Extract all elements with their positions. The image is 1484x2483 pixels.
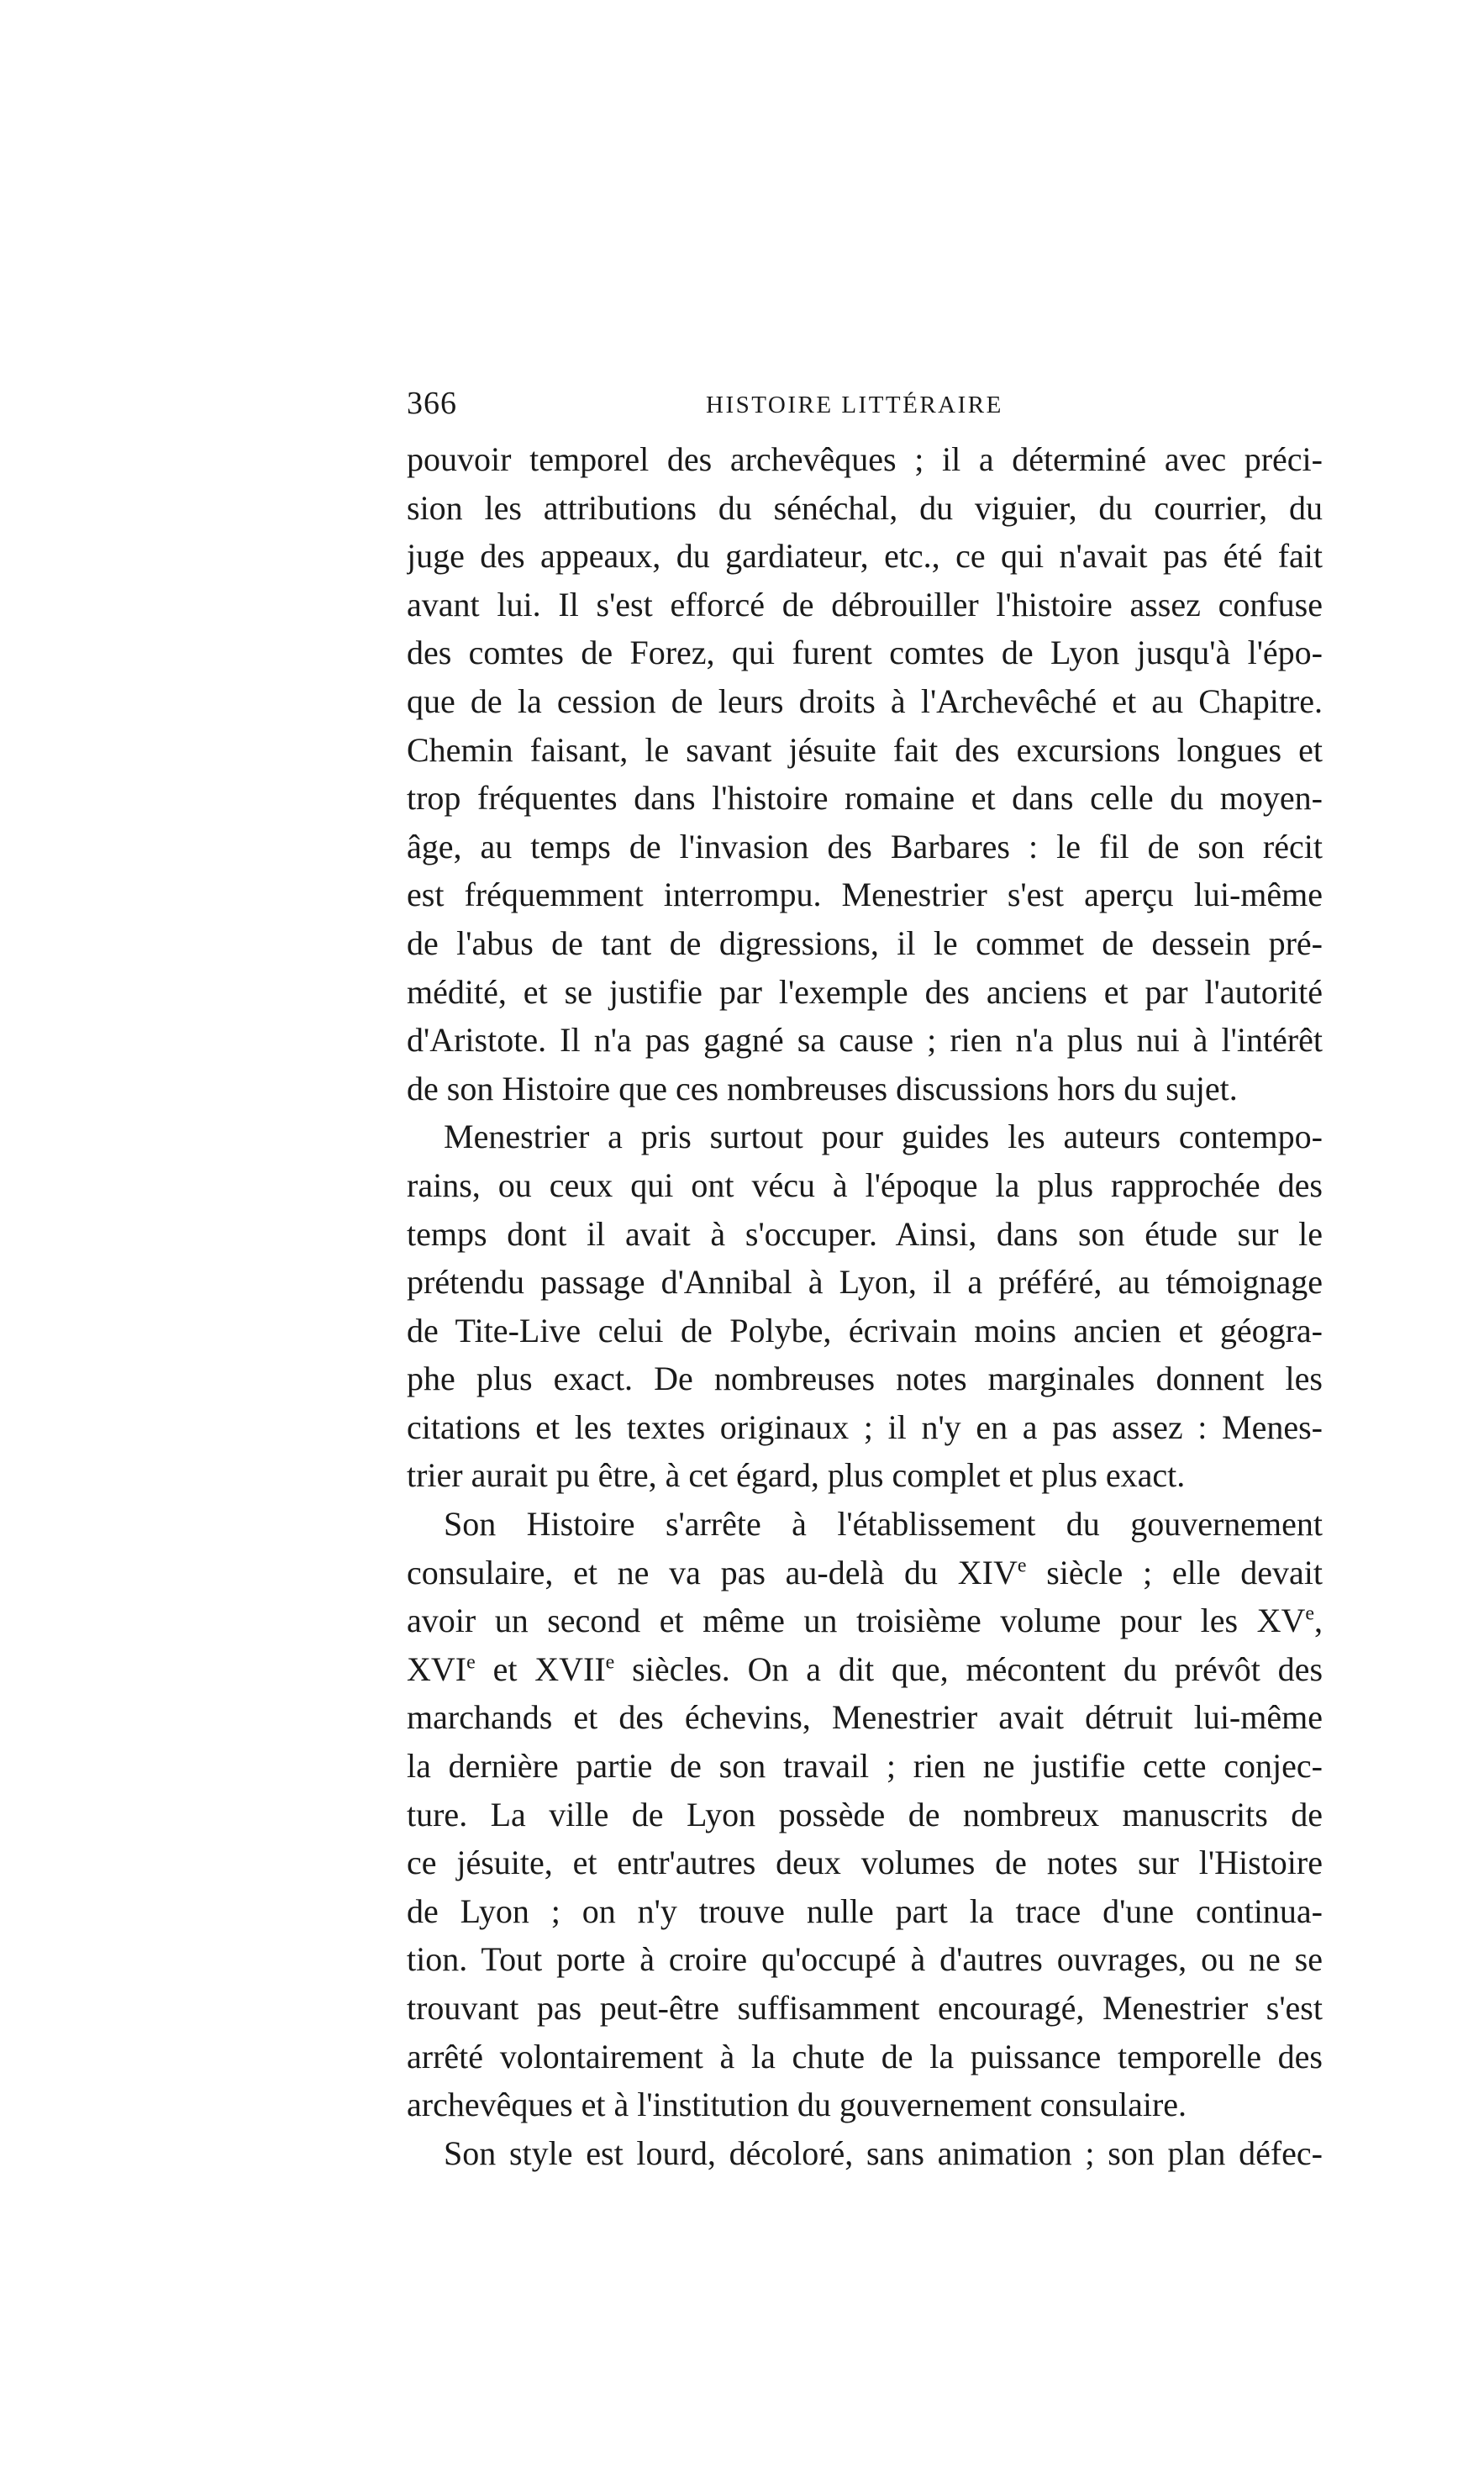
text-line: phe plus exact. De nombreuses notes marginales donnent les bbox=[407, 1360, 1323, 1398]
text-line: Son style est lourd, décoloré, sans animation ; son plan défec- bbox=[444, 2133, 1323, 2172]
page-number: 366 bbox=[407, 386, 457, 421]
text-line: Chemin faisant, le savant jésuite fait des excursions longues et bbox=[407, 730, 1323, 769]
text-line: temps dont il avait à s'occuper. Ainsi, dans son étude sur le bbox=[407, 1214, 1323, 1253]
text-line: est fréquemment interrompu. Menestrier s'est aperçu lui-même bbox=[407, 876, 1323, 914]
text-line: consulaire, et ne va pas au-delà du XIVe siècle ; elle devait bbox=[407, 1553, 1323, 1591]
text-line: trier aurait pu être, à cet égard, plus complet et plus exact. bbox=[407, 1456, 1186, 1495]
text-line: citations et les textes originaux ; il n'y en a pas assez : Menes- bbox=[407, 1407, 1323, 1446]
text-line: sion les attributions du sénéchal, du viguier, du courrier, du bbox=[407, 488, 1323, 527]
body-text bbox=[407, 435, 1323, 2177]
text-line: de Tite-Live celui de Polybe, écrivain moins ancien et géogra- bbox=[407, 1311, 1323, 1349]
text-line: la dernière partie de son travail ; rien ne justifie cette conjec- bbox=[407, 1747, 1323, 1786]
text-line: médité, et se justifie par l'exemple des anciens et par l'autorité bbox=[407, 972, 1323, 1011]
text-line: prétendu passage d'Annibal à Lyon, il a préféré, au témoignage bbox=[407, 1263, 1323, 1302]
text-line: pouvoir temporel des archevêques ; il a déterminé avec préci- bbox=[407, 440, 1323, 478]
text-line: des comtes de Forez, qui furent comtes de Lyon jusqu'à l'épo- bbox=[407, 634, 1323, 672]
text-line: XVIe et XVIIe siècles. On a dit que, mécontent du prévôt des bbox=[407, 1649, 1323, 1688]
text-line: arrêté volontairement à la chute de la puissance temporelle des bbox=[407, 2037, 1323, 2075]
text-line: de l'abus de tant de digressions, il le commet de dessein pré- bbox=[407, 923, 1323, 962]
text-line: ce jésuite, et entr'autres deux volumes de notes sur l'Histoire bbox=[407, 1844, 1323, 1882]
text-line: Menestrier a pris surtout pour guides les auteurs contempo- bbox=[444, 1118, 1323, 1156]
text-line: tion. Tout porte à croire qu'occupé à d'autres ouvrages, ou ne se bbox=[407, 1940, 1323, 1979]
text-line: Son Histoire s'arrête à l'établissement du gouvernement bbox=[444, 1505, 1323, 1544]
text-line: trop fréquentes dans l'histoire romaine et dans celle du moyen- bbox=[407, 779, 1323, 818]
text-line: d'Aristote. Il n'a pas gagné sa cause ; rien n'a plus nui à l'intérêt bbox=[407, 1021, 1323, 1060]
running-head bbox=[407, 385, 1323, 427]
text-line: âge, au temps de l'invasion des Barbares : le fil de son récit bbox=[407, 827, 1323, 865]
text-line: ture. La ville de Lyon possède de nombreux manuscrits de bbox=[407, 1795, 1323, 1833]
running-title: HISTOIRE LITTÉRAIRE bbox=[706, 392, 1003, 418]
text-line: marchands et des échevins, Menestrier avait détruit lui-même bbox=[407, 1698, 1323, 1737]
text-line: juge des appeaux, du gardiateur, etc., ce qui n'avait pas été fait bbox=[407, 537, 1323, 576]
text-line: de son Histoire que ces nombreuses discussions hors du sujet. bbox=[407, 1069, 1238, 1107]
text-line: que de la cession de leurs droits à l'Archevêché et au Chapitre. bbox=[407, 681, 1323, 720]
text-line: de Lyon ; on n'y trouve nulle part la trace d'une continua- bbox=[407, 1891, 1323, 1930]
text-line: archevêques et à l'institution du gouvernement consulaire. bbox=[407, 2086, 1187, 2124]
text-line: rains, ou ceux qui ont vécu à l'époque la plus rapprochée des bbox=[407, 1165, 1323, 1204]
text-line: avoir un second et même un troisième volume pour les XVe, bbox=[407, 1602, 1323, 1640]
text-line: trouvant pas peut-être suffisamment encouragé, Menestrier s'est bbox=[407, 1989, 1323, 2027]
text-line: avant lui. Il s'est efforcé de débrouiller l'histoire assez confuse bbox=[407, 585, 1323, 623]
